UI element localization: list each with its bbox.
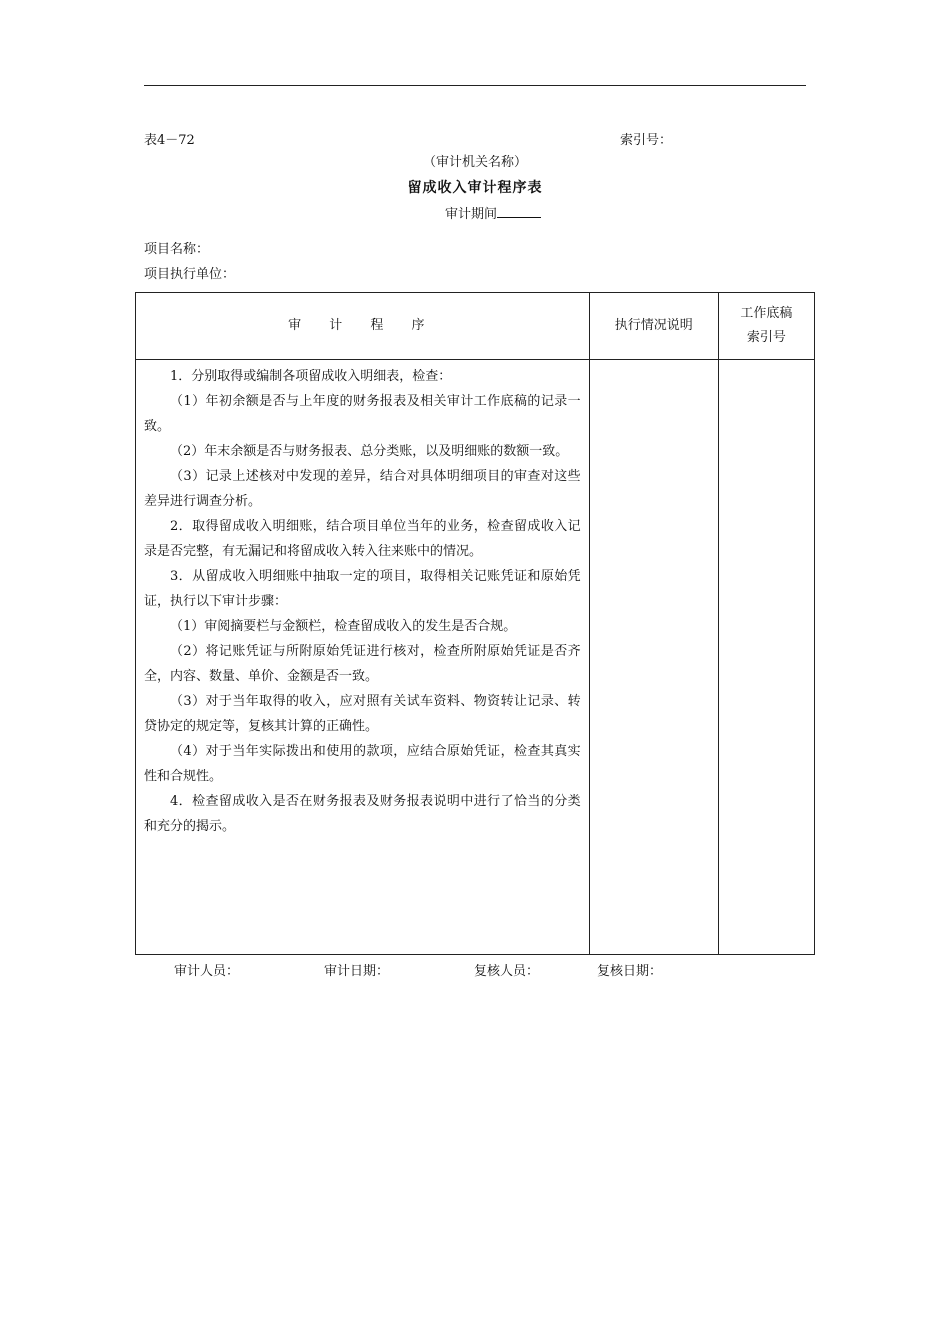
audit-period-blank — [497, 205, 541, 218]
project-unit-label: 项目执行单位： — [144, 267, 236, 282]
execution-cell — [589, 360, 718, 955]
table-number: 表4－72 — [144, 133, 195, 148]
index-number-label: 索引号： — [620, 133, 673, 148]
procedure-step: 4．检查留成收入是否在财务报表及财务报表说明中进行了恰当的分类和充分的揭示。 — [144, 794, 581, 834]
review-date-label: 复核日期： — [597, 964, 663, 979]
auditor-label: 审计人员： — [174, 964, 240, 979]
table-body-row — [136, 360, 815, 955]
procedure-step: （1）年初余额是否与上年度的财务报表及相关审计工作底稿的记录一致。 — [144, 394, 581, 434]
procedure-step: 3．从留成收入明细账中抽取一定的项目，取得相关记账凭证和原始凭证，执行以下审计步骤： — [144, 569, 581, 609]
table-header-row — [136, 293, 815, 360]
header-execution: 执行情况说明 — [589, 293, 718, 360]
audit-date-label: 审计日期： — [324, 964, 390, 979]
audit-org-name: （审计机关名称） — [422, 155, 527, 170]
workpaper-cell — [718, 360, 814, 955]
top-rule — [144, 85, 806, 86]
project-name-label: 项目名称： — [144, 242, 210, 257]
header-workpaper-line2: 索引号 — [746, 330, 786, 345]
audit-procedure-table — [135, 292, 815, 955]
procedure-cell — [136, 360, 590, 955]
header-workpaper-line1: 工作底稿 — [740, 306, 793, 321]
procedure-step: 2．取得留成收入明细账，结合项目单位当年的业务，检查留成收入记录是否完整，有无漏记和将留成收入转入往来账中的情况。 — [144, 519, 581, 559]
procedure-step: （2）将记账凭证与所附原始凭证进行核对，检查所附原始凭证是否齐全，内容、数量、单价、金额是否一致。 — [144, 644, 581, 684]
header-workpaper — [718, 293, 814, 360]
procedure-step: （3）记录上述核对中发现的差异，结合对具体明细项目的审查对这些差异进行调查分析。 — [144, 469, 581, 509]
procedure-step: （3）对于当年取得的收入，应对照有关试车资料、物资转让记录、转贷协定的规定等，复核其计算的正确性。 — [144, 694, 581, 734]
audit-period-label: 审计期间 — [445, 207, 498, 222]
header-procedure: 审 计 程 序 — [136, 293, 590, 360]
audit-period — [445, 203, 541, 222]
reviewer-label: 复核人员： — [474, 964, 540, 979]
document-title: 留成收入审计程序表 — [407, 180, 543, 196]
procedure-step: （1）审阅摘要栏与金额栏，检查留成收入的发生是否合规。 — [170, 619, 517, 634]
procedure-step: （4）对于当年实际拨出和使用的款项，应结合原始凭证，检查其真实性和合规性。 — [144, 744, 581, 784]
procedure-step: （2）年末余额是否与财务报表、总分类账，以及明细账的数额一致。 — [170, 444, 569, 459]
procedure-step: 1．分别取得或编制各项留成收入明细表，检查： — [170, 369, 452, 384]
